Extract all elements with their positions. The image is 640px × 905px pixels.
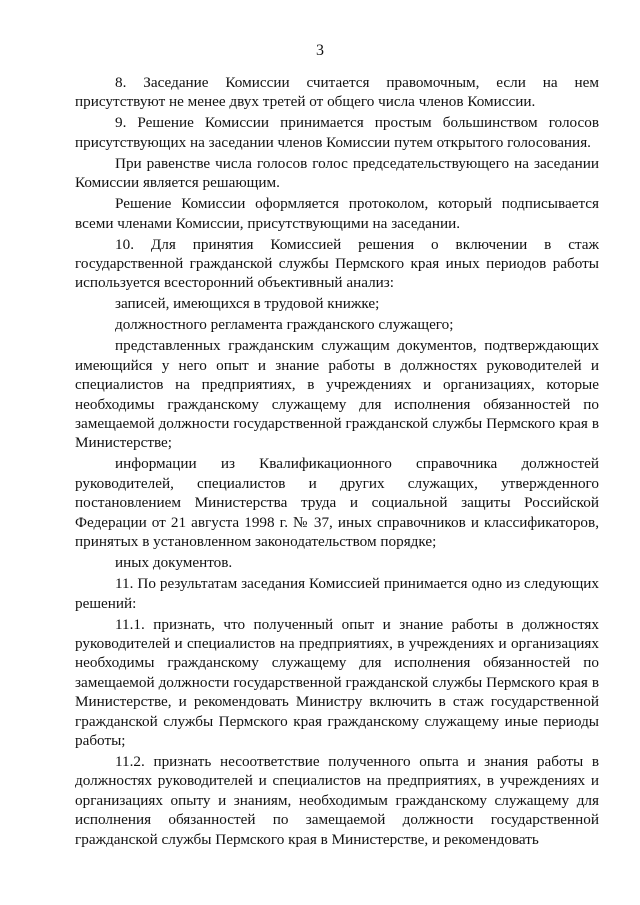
list-item-qualification-reference: информации из Квалификационного справочника должностей руководителей, специалистов и других служащих, утвержденного постановлением Министерства труда и социальной защиты Российской Федерации от 21 августа 1998 г. № 37, иных справочников и классификаторов, принятых в установленном законодательством порядке; xyxy=(75,455,599,551)
paragraph-item-11-2: 11.2. признать несоответствие полученного опыта и знания работы в должностях руководителей и специалистов на предприятиях, в учреждениях и организациях опыту и знаниям, необходимым гражданскому служащему для исполнения обязанностей по замещаемой должности государственной гражданской службы Пермского края в Министерстве, и рекомендовать xyxy=(75,752,599,848)
paragraph-tie-vote: При равенстве числа голосов голос председательствующего на заседании Комиссии является решающим. xyxy=(75,154,599,192)
paragraph-item-10: 10. Для принятия Комиссией решения о включении в стаж государственной гражданской службы Пермского края иных периодов работы используется всесторонний объективный анализ: xyxy=(75,235,599,292)
list-item-other-documents: иных документов. xyxy=(115,554,233,572)
list-item-submitted-documents: представленных гражданским служащим документов, подтверждающих имеющийся у него опыт и знание работы в должностях руководителей и специалистов на предприятиях, в учреждениях и организациях, которые необходимы гражданскому служащему для исполнения обязанностей по замещаемой должности государственной гражданской службы Пермского края в Министерстве; xyxy=(75,337,599,452)
page-number: 3 xyxy=(316,42,324,59)
list-item-job-regulations: должностного регламента гражданского служащего; xyxy=(115,316,454,334)
list-item-work-book: записей, имеющихся в трудовой книжке; xyxy=(115,295,380,313)
paragraph-item-11-1: 11.1. признать, что полученный опыт и знание работы в должностях руководителей и специалистов на предприятиях, в учреждениях и организациях необходимы гражданскому служащему для исполнения обязанностей по замещаемой должности государственной гражданской службы Пермского края в Министерстве, и рекомендовать Министру включить в стаж государственной гражданской службы Пермского края гражданскому служащему иные периоды работы; xyxy=(75,615,599,749)
paragraph-item-11: 11. По результатам заседания Комиссией принимается одно из следующих решений: xyxy=(75,575,599,612)
paragraph-protocol: Решение Комиссии оформляется протоколом, который подписывается всеми членами Комиссии, присутствующими на заседании. xyxy=(75,195,599,232)
paragraph-item-9: 9. Решение Комиссии принимается простым большинством голосов присутствующих на заседании членов Комиссии путем открытого голосования. xyxy=(75,114,599,151)
paragraph-item-8: 8. Заседание Комиссии считается правомочным, если на нем присутствуют не менее двух третей от общего числа членов Комиссии. xyxy=(75,74,599,111)
document-body xyxy=(75,73,599,849)
